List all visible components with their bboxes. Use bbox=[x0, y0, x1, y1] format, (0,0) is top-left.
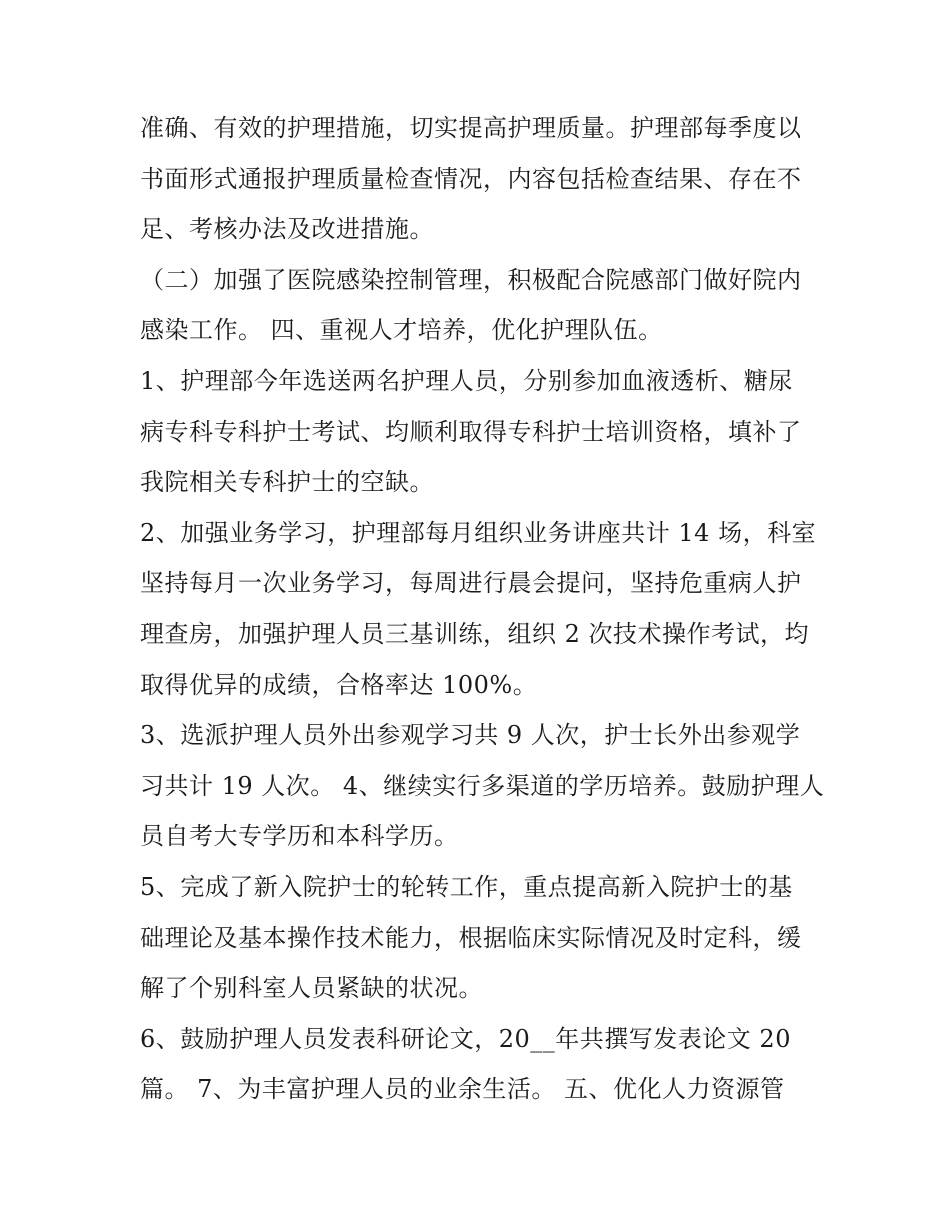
text-line: 坚持每月一次业务学习，每周进行晨会提问，坚持危重病人护 bbox=[140, 569, 802, 598]
text-line: 5、完成了新入院护士的轮转工作，重点提高新入院护士的基 bbox=[140, 872, 793, 901]
document-body bbox=[140, 103, 840, 1115]
text-line: 我院相关专科护士的空缺。 bbox=[140, 468, 434, 497]
text-line: 1、护理部今年选送两名护理人员，分别参加血液透析、糖尿 bbox=[140, 366, 793, 395]
text-line: 病专科专科护士考试、均顺利取得专科护士培训资格，填补了 bbox=[140, 417, 802, 446]
text-line: 2、加强业务学习，护理部每月组织业务讲座共计 14 场，科室 bbox=[140, 518, 817, 547]
text-line: 3、选派护理人员外出参观学习共 9 人次，护士长外出参观学 bbox=[140, 721, 801, 750]
text-line: 解了个别科室人员紧缺的状况。 bbox=[140, 974, 483, 1003]
text-line: （二）加强了医院感染控制管理，积极配合院感部门做好院内 bbox=[140, 265, 802, 294]
text-line: 理查房，加强护理人员三基训练，组织 2 次技术操作考试，均 bbox=[140, 619, 810, 648]
text-line: 习共计 19 人次。 4、继续实行多渠道的学历培养。鼓励护理人 bbox=[140, 771, 825, 800]
text-line: 取得优异的成绩，合格率达 100%。 bbox=[140, 670, 538, 699]
text-line: 6、鼓励护理人员发表科研论文，20__年共撰写发表论文 20 bbox=[140, 1024, 791, 1053]
text-line: 感染工作。 四、重视人才培养，优化护理队伍。 bbox=[140, 316, 663, 345]
text-line: 书面形式通报护理质量检查情况，内容包括检查结果、存在不 bbox=[140, 164, 802, 193]
text-line: 员自考大专学历和本科学历。 bbox=[140, 822, 459, 851]
text-line: 础理论及基本操作技术能力，根据临床实际情况及时定科，缓 bbox=[140, 923, 802, 952]
text-line: 足、考核办法及改进措施。 bbox=[140, 215, 434, 244]
text-line: 篇。 7、为丰富护理人员的业余生活。 五、优化人力资源管 bbox=[140, 1075, 785, 1104]
text-line: 准确、有效的护理措施，切实提高护理质量。护理部每季度以 bbox=[140, 114, 802, 142]
